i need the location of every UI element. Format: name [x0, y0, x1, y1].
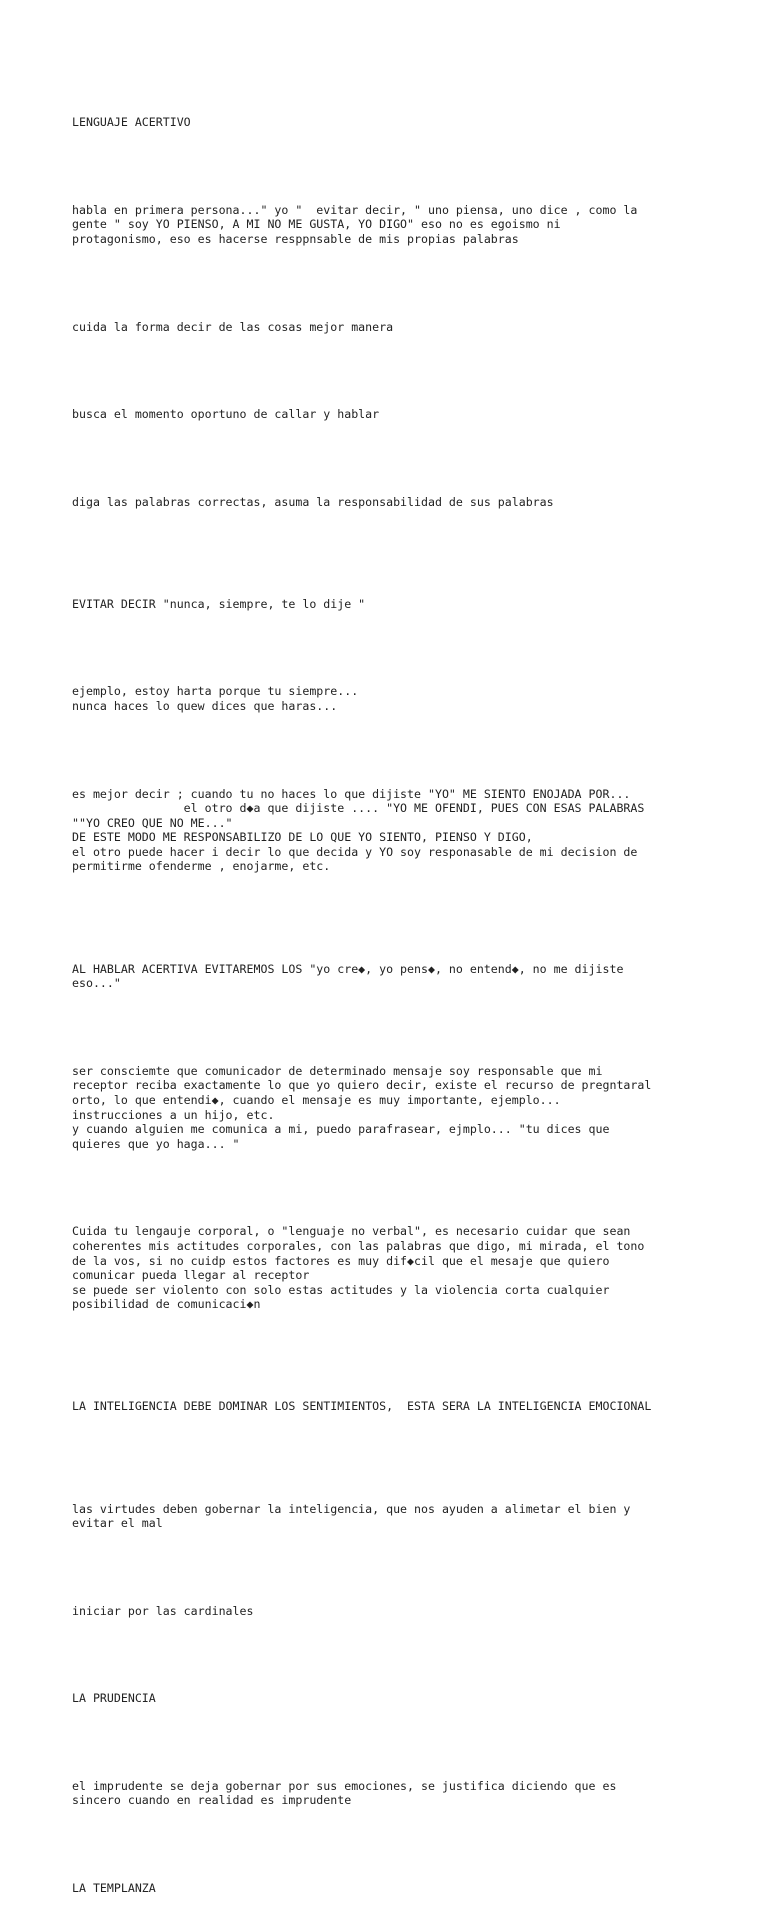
paragraph-cuida-forma: cuida la forma decir de las cosas mejor manera [72, 319, 394, 334]
paragraph-evitar-decir: EVITAR DECIR "nunca, siempre, te lo dije " [72, 596, 366, 611]
paragraph-imprudente: el imprudente se deja gobernar por sus emociones, se justifica diciendo que es sincero cuando en realidad es imprudente [72, 1778, 617, 1808]
heading-prudencia: LA PRUDENCIA [72, 1691, 156, 1706]
paragraph-palabras-correctas: diga las palabras correctas, asuma la responsabilidad de sus palabras [72, 494, 554, 509]
paragraph-hablar-acertiva: AL HABLAR ACERTIVA EVITAREMOS LOS "yo cre◆, yo pens◆, no entend◆, no me dijiste eso..." [72, 961, 624, 991]
heading-inteligencia-emocional: LA INTELIGENCIA DEBE DOMINAR LOS SENTIMIENTOS, ESTA SERA LA INTELIGENCIA EMOCIONAL [72, 1399, 652, 1414]
heading-templanza: LA TEMPLANZA [72, 1881, 156, 1896]
paragraph-cardinales: iniciar por las cardinales [72, 1603, 254, 1618]
paragraph-consciente: ser consciemte que comunicador de determinado mensaje soy responsable que mi receptor reciba exactamente lo que yo quiero decir, existe el recurso de pregntaral orto, lo que entendi◆, cuando el mensaje es muy importante, ejemplo... instrucciones a un hijo, etc. y cuando alguien me comunica a mi, puedo parafrasear, ejmplo... "tu dices que quieres que yo haga... " [72, 1063, 652, 1151]
paragraph-virtudes: las virtudes deben gobernar la inteligencia, que nos ayuden a alimetar el bien y evitar el mal [72, 1501, 631, 1531]
paragraph-mejor-decir: es mejor decir ; cuando tu no haces lo que dijiste "YO" ME SIENTO ENOJADA POR... el otro d◆a que dijiste .... "YO ME OFENDI, PUES CON ESAS PALABRAS ""YO CREO QUE NO ME..." DE ESTE MODO ME RESPONSABILIZO DE LO QUE YO SIENTO, PIENSO Y DIGO, el otro puede hacer i decir lo que decida y YO soy responasable de mi decision de permitirme ofenderme , enojarme, etc. [72, 786, 645, 874]
paragraph-ejemplo: ejemplo, estoy harta porque tu siempre... nunca haces lo quew dices que haras... [72, 684, 359, 713]
document-page [72, 86, 752, 1910]
paragraph-momento-oportuno: busca el momento oportuno de callar y hablar [72, 407, 380, 422]
paragraph-primera-persona: habla en primera persona..." yo " evitar decir, " uno piensa, uno dice , como la gente " soy YO PIENSO, A MI NO ME GUSTA, YO DIGO" eso no es egoismo ni protagonismo, eso es hacerse resppnsable de mis propias palabras [72, 202, 638, 246]
paragraph-lenguaje-corporal: Cuida tu lengauje corporal, o "lenguaje no verbal", es necesario cuidar que sean coherentes mis actitudes corporales, con las palabras que digo, mi mirada, el tono de la vos, si no cuidp estos factores es muy dif◆cil que el mesaje que quiero comunicar pueda llegar al receptor se puede ser violento con solo estas actitudes y la violencia corta cualquier posibilidad de comunicaci◆n [72, 1224, 645, 1312]
document-title: LENGUAJE ACERTIVO [72, 115, 191, 130]
